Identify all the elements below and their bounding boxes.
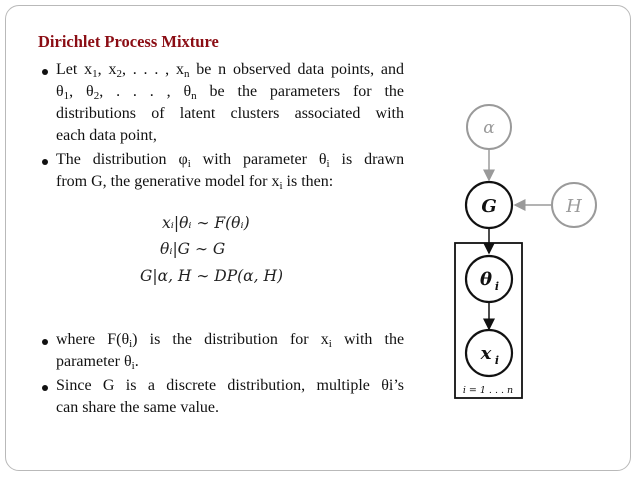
equation-1: xᵢ|θᵢ ∼ F(θᵢ): [162, 214, 250, 232]
plate-label: i = 1 . . . n: [462, 385, 514, 396]
bullet-1-line-1: Let $x_1$, $x_2$, . . . , $x_n$ be n observed data points, and: [56, 61, 405, 80]
bullet-1-line-2: $\theta_1$, $\theta_2$, . . . , $\theta_n$ be the parameters for the: [56, 83, 404, 102]
equation-2: θᵢ|G ∼ G: [160, 240, 226, 258]
bullet-3-line-2: parameter $\theta_i$.: [56, 353, 139, 372]
node-h-label: H: [566, 196, 582, 217]
node-theta-label: θ: [479, 269, 493, 290]
node-theta-sub: i: [494, 280, 500, 293]
bullet-1-line-3: distributions of latent clusters associated with: [56, 105, 404, 122]
slide-title: Dirichlet Process Mixture: [38, 32, 219, 51]
bullet-4-line-1: Since G is a discrete distribution, multiple θi’s: [56, 377, 404, 394]
node-g-label: G: [481, 196, 497, 217]
node-x-sub: i: [494, 354, 500, 367]
bullet-2-line-2: from G, the generative model for $x_i$ is then:: [56, 173, 334, 192]
node-x-label: x: [480, 343, 492, 364]
bullet-3-line-1: where $F(\theta_i)$ is the distribution for $x_i$ with the: [56, 331, 405, 350]
bullet-4-line-2: can share the same value.: [56, 399, 220, 416]
equation-3: G|α, H ∼ DP(α, H): [140, 267, 284, 285]
bullet-2-line-1: The distribution $\varphi_i$ with parameter $\theta_i$ is drawn: [56, 151, 405, 170]
bullet-1-line-4: each data point,: [56, 127, 157, 144]
node-alpha-label: α: [483, 118, 495, 138]
